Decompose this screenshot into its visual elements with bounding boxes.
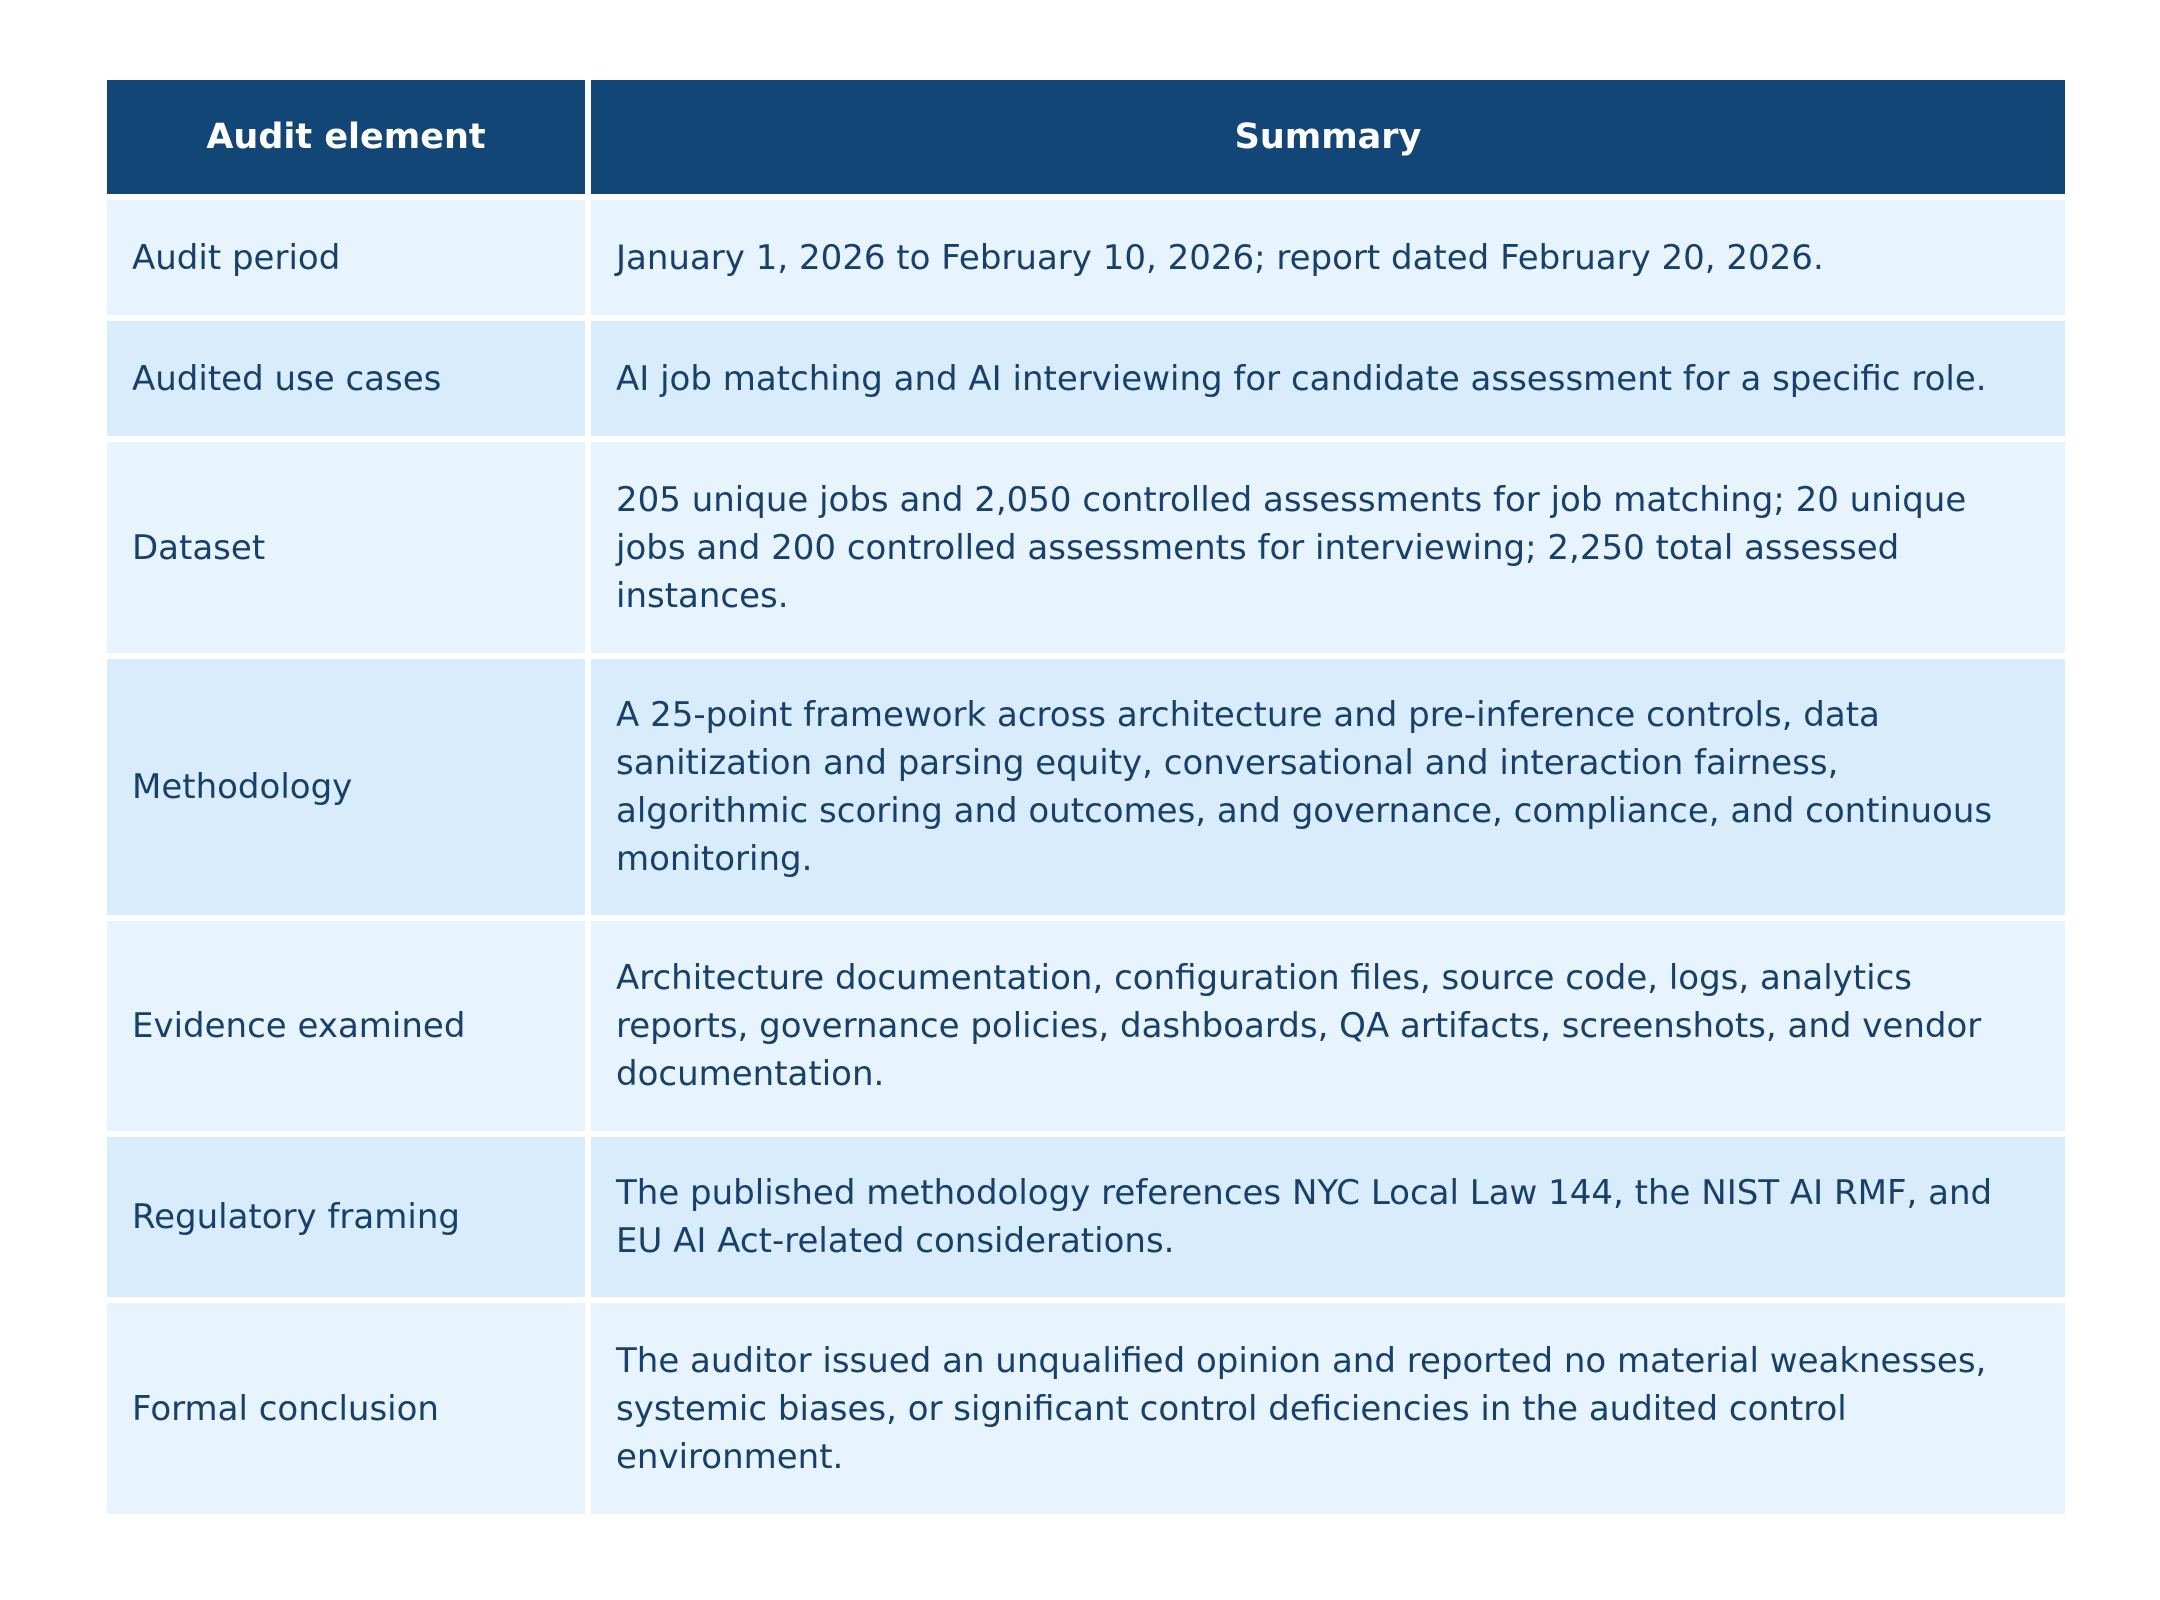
- header-summary: [591, 80, 2065, 200]
- row-methodology-summary: [591, 659, 2065, 921]
- row-regulatory-framing-element: [107, 1137, 591, 1303]
- table-cell-element: Methodology: [132, 767, 353, 807]
- row-methodology-element: [107, 659, 591, 921]
- header-summary-label: Summary: [1234, 117, 1422, 157]
- table-cell-summary: The published methodology references NYC Local Law 144, the NIST AI RMF, and EU AI Act-related considerations.: [616, 1173, 1993, 1261]
- row-audit-period-element: [107, 200, 591, 321]
- table-cell-summary: 205 unique jobs and 2,050 controlled assessments for job matching; 20 unique jobs and 200 controlled assessments for interviewing; 2,250 total assessed instances.: [616, 479, 1967, 616]
- row-evidence-examined-element: [107, 921, 591, 1137]
- row-audited-use-cases-element: [107, 321, 591, 442]
- table-cell-element: Audit period: [132, 237, 341, 278]
- table-cell-summary: The auditor issued an unqualified opinion and reported no material weaknesses, systemic biases, or significant control deficiencies in the audited control environment.: [616, 1340, 1987, 1477]
- row-formal-conclusion-element: [107, 1303, 591, 1514]
- header-audit-element: [107, 80, 591, 200]
- table-cell-element: Evidence examined: [132, 1006, 466, 1046]
- table-cell-element: Formal conclusion: [132, 1388, 439, 1429]
- table-cell-summary: A 25-point framework across architecture and pre-inference controls, data sanitization and parsing equity, conversational and interaction fairness, algorithmic scoring and outcomes, and governance, compliance, and continuous monitoring.: [616, 695, 1993, 879]
- header-audit-element-label: Audit element: [206, 117, 486, 157]
- table-cell-element: Regulatory framing: [132, 1197, 460, 1237]
- row-audited-use-cases-summary: [591, 321, 2065, 442]
- row-dataset-element: [107, 442, 591, 659]
- table-cell-element: Audited use cases: [132, 358, 442, 399]
- table-cell-summary: Architecture documentation, configuration files, source code, logs, analytics reports, governance policies, dashboards, QA artifacts, screenshots, and vendor documentation.: [616, 958, 1982, 1094]
- audit-summary-table: [107, 80, 2065, 1514]
- table-cell-element: Dataset: [132, 527, 266, 568]
- row-evidence-examined-summary: [591, 921, 2065, 1137]
- table-cell-summary: January 1, 2026 to February 10, 2026; report dated February 20, 2026.: [616, 237, 1824, 278]
- table-cell-summary: AI job matching and AI interviewing for candidate assessment for a specific role.: [616, 358, 1987, 399]
- row-dataset-summary: [591, 442, 2065, 659]
- row-audit-period-summary: [591, 200, 2065, 321]
- row-regulatory-framing-summary: [591, 1137, 2065, 1303]
- row-formal-conclusion-summary: [591, 1303, 2065, 1514]
